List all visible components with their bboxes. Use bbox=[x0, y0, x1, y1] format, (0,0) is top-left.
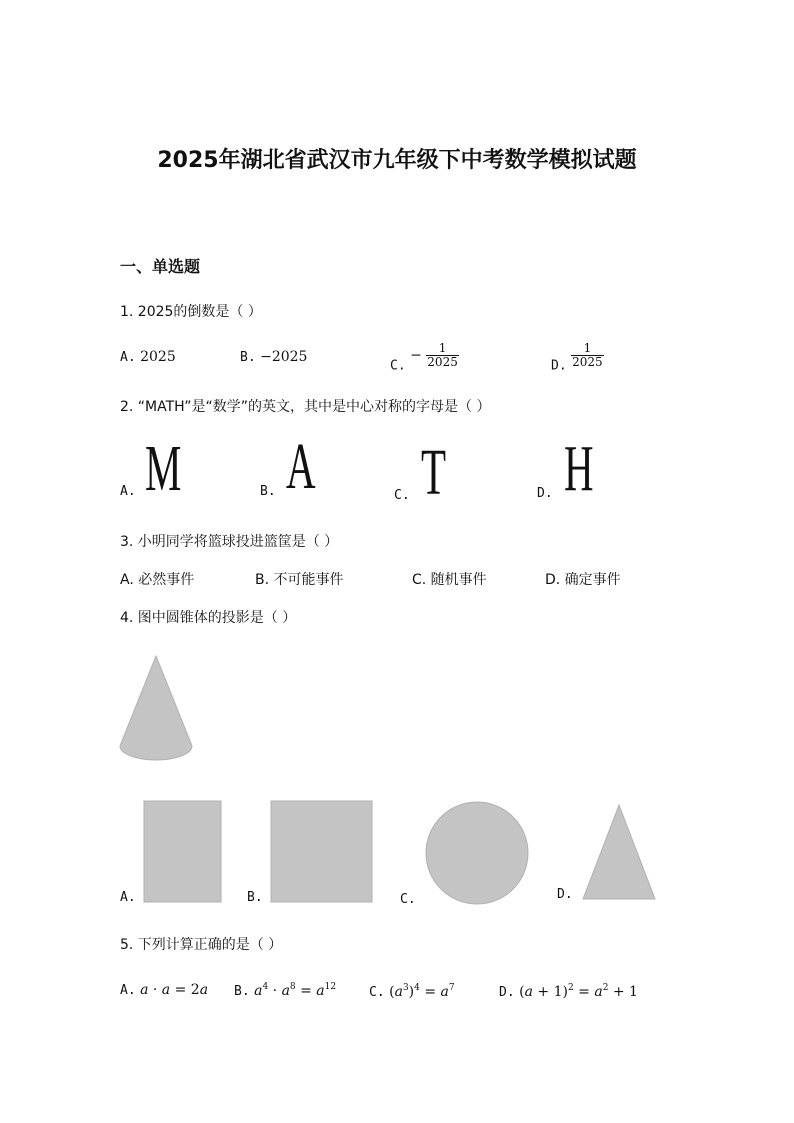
question-4-stem: 4. 图中圆锥体的投影是（ ） bbox=[120, 610, 297, 626]
q5-b-eq: = bbox=[295, 983, 317, 999]
q5-option-d[interactable] bbox=[499, 983, 638, 1000]
q5-b-dot: · bbox=[268, 983, 282, 999]
q5-d-eq: = bbox=[573, 984, 595, 1000]
q5-d-open: ( bbox=[519, 984, 525, 1000]
question-5-stem: 5. 下列计算正确的是（ ） bbox=[120, 937, 283, 953]
q1-option-a-value: 2025 bbox=[140, 349, 176, 365]
q4-option-c-label[interactable]: C. bbox=[400, 892, 416, 907]
section-heading: 一、单选题 bbox=[120, 257, 201, 276]
q1-option-d-label: D. bbox=[551, 358, 567, 374]
q1-option-b-label: B. bbox=[240, 350, 256, 365]
q5-option-a-eq: = 2 bbox=[170, 982, 200, 998]
triangle-shape bbox=[583, 805, 655, 899]
q1-option-c-numerator: 1 bbox=[426, 342, 459, 356]
q5-d-rexp: 2 bbox=[602, 983, 609, 993]
q1-option-c[interactable] bbox=[390, 342, 459, 374]
q5-c-outexp: 4 bbox=[414, 983, 420, 993]
rectangle-shape bbox=[144, 801, 221, 902]
q1-option-d-denominator: 2025 bbox=[572, 355, 603, 369]
q1-option-c-sign: − bbox=[410, 347, 422, 364]
q5-c-base: a bbox=[394, 984, 403, 1000]
q2-option-a-label[interactable]: A. bbox=[120, 484, 136, 499]
q4-option-d-label[interactable]: D. bbox=[557, 887, 573, 902]
question-2-stem: 2. “MATH”是“数学”的英文，其中是中心对称的字母是（ ） bbox=[120, 399, 491, 415]
q2-option-d-label[interactable]: D. bbox=[537, 486, 553, 501]
page-title: 2025年湖北省武汉市九年级下中考数学模拟试题 bbox=[157, 148, 637, 173]
q3-option-c[interactable]: C. 随机事件 bbox=[412, 572, 487, 588]
q5-option-b-label: B. bbox=[234, 984, 250, 999]
q4-option-d-triangle bbox=[581, 803, 657, 903]
q5-d-tail: + 1 bbox=[608, 984, 638, 1000]
q5-option-d-label: D. bbox=[499, 985, 515, 1000]
q5-c-inexp: 3 bbox=[402, 983, 409, 993]
q4-option-b-label[interactable]: B. bbox=[247, 890, 263, 905]
q5-option-c[interactable] bbox=[369, 983, 455, 1000]
letter-t-glyph: T bbox=[421, 436, 447, 509]
square-shape bbox=[271, 801, 372, 902]
q5-b-base1: a bbox=[254, 983, 263, 999]
question-3-stem: 3. 小明同学将篮球投进篮筐是（ ） bbox=[120, 534, 339, 550]
q5-option-a-label: A. bbox=[120, 983, 136, 998]
q5-option-a-lhs: a · a bbox=[140, 982, 171, 998]
q2-option-b-letter bbox=[286, 430, 334, 503]
q5-d-base: a bbox=[524, 984, 533, 1000]
q5-c-eq: = bbox=[419, 984, 441, 1000]
q1-option-d-numerator: 1 bbox=[571, 342, 604, 356]
q5-d-rbase: a bbox=[594, 984, 603, 1000]
q2-option-c-label[interactable]: C. bbox=[394, 488, 410, 503]
q4-option-a-label[interactable]: A. bbox=[120, 890, 136, 905]
letter-h-glyph: H bbox=[564, 432, 594, 505]
q5-d-plus: + 1 bbox=[532, 984, 563, 1000]
q3-option-a[interactable]: A. 必然事件 bbox=[120, 572, 195, 588]
letter-a-glyph: A bbox=[286, 430, 316, 503]
q5-b-exp3: 12 bbox=[324, 982, 337, 992]
q2-option-b-label[interactable]: B. bbox=[260, 484, 276, 499]
cone-body bbox=[120, 656, 192, 760]
q5-b-exp2: 8 bbox=[289, 982, 296, 992]
q5-c-open: ( bbox=[389, 984, 395, 1000]
letter-m-glyph: M bbox=[145, 432, 182, 505]
q5-option-b[interactable] bbox=[234, 982, 336, 999]
q4-option-b-square bbox=[270, 800, 374, 904]
q1-option-d-fraction bbox=[571, 342, 604, 369]
q5-b-exp1: 4 bbox=[262, 982, 269, 992]
q5-option-c-label: C. bbox=[369, 985, 385, 1000]
cone-figure bbox=[115, 650, 197, 770]
q2-option-c-letter bbox=[421, 436, 461, 509]
q1-option-b-value: −2025 bbox=[260, 349, 308, 365]
q2-option-d-letter bbox=[564, 432, 612, 505]
circle-shape bbox=[426, 802, 528, 904]
q1-option-c-denominator: 2025 bbox=[427, 355, 458, 369]
q1-option-d[interactable] bbox=[551, 342, 604, 374]
q5-b-base3: a bbox=[316, 983, 325, 999]
q1-option-a-label: A. bbox=[120, 350, 136, 365]
q2-option-a-letter bbox=[145, 432, 204, 505]
q1-option-c-label: C. bbox=[390, 358, 406, 374]
q5-option-a[interactable] bbox=[120, 982, 208, 998]
q4-option-c-circle bbox=[424, 800, 530, 906]
q5-d-outexp: 2 bbox=[567, 983, 574, 993]
q5-c-close: ) bbox=[408, 984, 415, 1000]
q1-option-a[interactable] bbox=[120, 349, 176, 365]
q1-option-b[interactable] bbox=[240, 349, 307, 365]
q3-option-d[interactable]: D. 确定事件 bbox=[545, 572, 621, 588]
q5-c-rbase: a bbox=[440, 984, 449, 1000]
q4-option-a-rectangle bbox=[143, 800, 223, 904]
q5-d-close: ) bbox=[562, 984, 568, 1000]
question-1-stem: 1. 2025的倒数是（ ） bbox=[120, 304, 262, 320]
q3-option-b[interactable]: B. 不可能事件 bbox=[255, 572, 344, 588]
q5-c-rexp: 7 bbox=[448, 983, 455, 993]
q1-option-c-fraction bbox=[426, 342, 459, 369]
q5-b-base2: a bbox=[281, 983, 290, 999]
q5-option-a-rhs: a bbox=[199, 982, 209, 998]
